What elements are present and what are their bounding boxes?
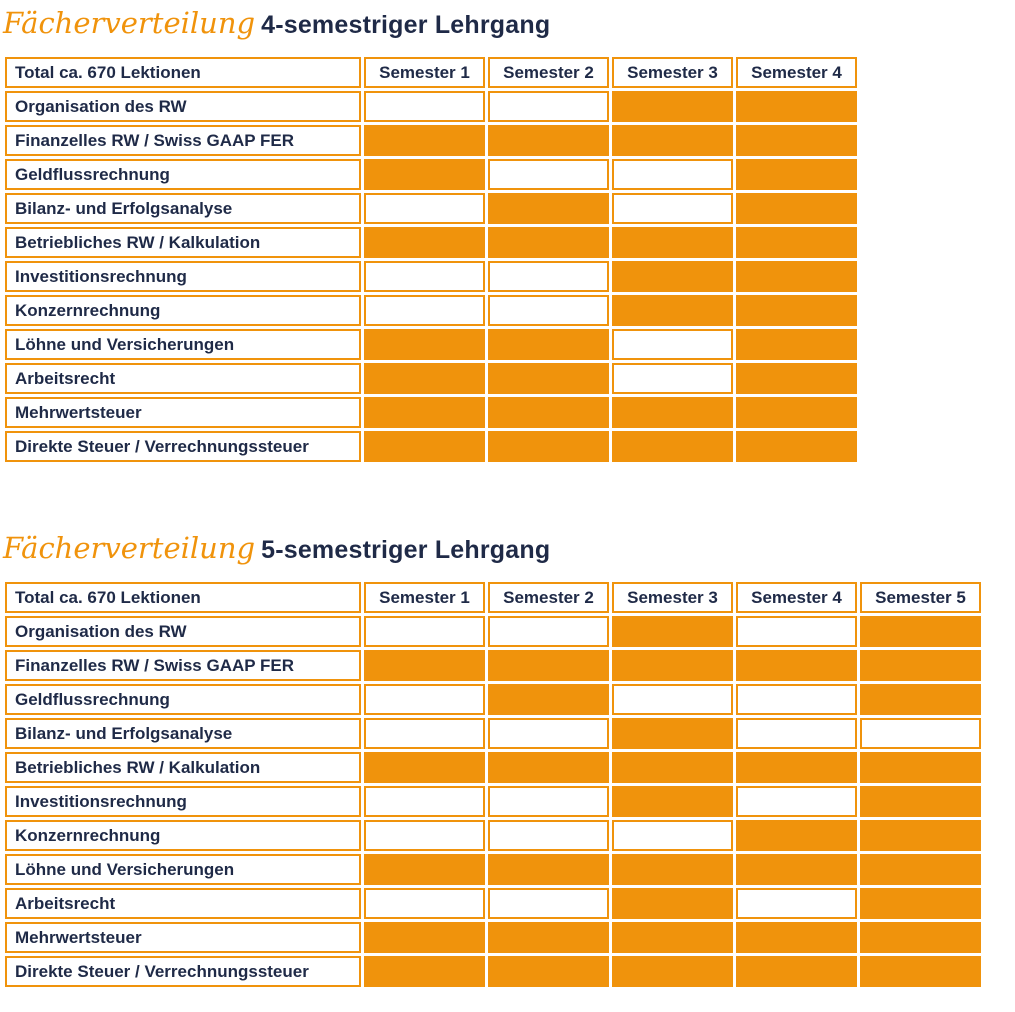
semester-2-cell-filled: [488, 431, 609, 462]
subject-row: [5, 616, 981, 647]
subject-label-cell: Löhne und Versicherungen: [5, 854, 361, 885]
semester-1-cell-empty: [364, 295, 485, 326]
semester-3-cell-filled: [612, 854, 733, 885]
header-semester-3: Semester 3: [612, 582, 733, 613]
semester-2-cell-empty: [488, 820, 609, 851]
semester-4-cell-filled: [736, 650, 857, 681]
semester-3-cell-empty: [612, 820, 733, 851]
semester-4-cell-filled: [736, 363, 857, 394]
subject-label-cell: Investitionsrechnung: [5, 261, 361, 292]
subject-label-cell: Konzernrechnung: [5, 820, 361, 851]
header-semester-5: Semester 5: [860, 582, 981, 613]
subject-label-cell: Mehrwertsteuer: [5, 397, 361, 428]
semester-1-cell-empty: [364, 786, 485, 817]
semester-2-cell-empty: [488, 91, 609, 122]
semester-4-cell-empty: [736, 684, 857, 715]
subject-label-cell: Betriebliches RW / Kalkulation: [5, 227, 361, 258]
semester-3-cell-empty: [612, 193, 733, 224]
semester-5-cell-filled: [860, 684, 981, 715]
semester-1-cell-empty: [364, 684, 485, 715]
subject-label-cell: Direkte Steuer / Verrechnungssteuer: [5, 956, 361, 987]
semester-5-cell-filled: [860, 922, 981, 953]
semester-2-cell-filled: [488, 125, 609, 156]
header-total-lektionen: Total ca. 670 Lektionen: [5, 582, 361, 613]
faecherverteilung-table-4-semester: [2, 54, 860, 465]
subject-row: [5, 227, 857, 258]
subject-row: [5, 820, 981, 851]
header-semester-2: Semester 2: [488, 582, 609, 613]
semester-1-cell-filled: [364, 159, 485, 190]
subject-row: [5, 295, 857, 326]
semester-5-cell-filled: [860, 650, 981, 681]
semester-2-cell-filled: [488, 922, 609, 953]
semester-1-cell-empty: [364, 616, 485, 647]
semester-4-cell-empty: [736, 888, 857, 919]
subject-label-cell: Organisation des RW: [5, 91, 361, 122]
semester-3-cell-filled: [612, 922, 733, 953]
semester-1-cell-filled: [364, 752, 485, 783]
semester-4-cell-filled: [736, 193, 857, 224]
semester-3-cell-filled: [612, 227, 733, 258]
subject-row: [5, 752, 981, 783]
subject-label-cell: Finanzelles RW / Swiss GAAP FER: [5, 650, 361, 681]
semester-2-cell-filled: [488, 854, 609, 885]
semester-4-cell-filled: [736, 295, 857, 326]
semester-1-cell-filled: [364, 125, 485, 156]
semester-2-cell-filled: [488, 329, 609, 360]
semester-2-cell-empty: [488, 786, 609, 817]
semester-3-cell-filled: [612, 786, 733, 817]
semester-1-cell-empty: [364, 820, 485, 851]
semester-1-cell-filled: [364, 397, 485, 428]
semester-2-cell-filled: [488, 363, 609, 394]
semester-4-cell-filled: [736, 329, 857, 360]
semester-4-cell-empty: [736, 718, 857, 749]
semester-2-cell-empty: [488, 616, 609, 647]
semester-5-cell-filled: [860, 854, 981, 885]
semester-2-cell-empty: [488, 888, 609, 919]
semester-3-cell-filled: [612, 125, 733, 156]
semester-5-cell-filled: [860, 956, 981, 987]
subject-label-cell: Konzernrechnung: [5, 295, 361, 326]
subject-label-cell: Bilanz- und Erfolgsanalyse: [5, 718, 361, 749]
semester-1-cell-empty: [364, 718, 485, 749]
semester-3-cell-empty: [612, 684, 733, 715]
semester-1-cell-empty: [364, 261, 485, 292]
page: [0, 6, 1015, 990]
semester-1-cell-filled: [364, 227, 485, 258]
semester-4-cell-filled: [736, 125, 857, 156]
semester-2-cell-filled: [488, 397, 609, 428]
subject-label-cell: Betriebliches RW / Kalkulation: [5, 752, 361, 783]
semester-3-cell-empty: [612, 159, 733, 190]
subject-row: [5, 786, 981, 817]
semester-2-cell-filled: [488, 752, 609, 783]
subject-label-cell: Arbeitsrecht: [5, 888, 361, 919]
section-title: [3, 531, 1015, 568]
semester-3-cell-filled: [612, 397, 733, 428]
header-semester-4: Semester 4: [736, 582, 857, 613]
subject-row: [5, 261, 857, 292]
semester-3-cell-empty: [612, 363, 733, 394]
semester-1-cell-filled: [364, 431, 485, 462]
subject-label-cell: Organisation des RW: [5, 616, 361, 647]
semester-4-cell-filled: [736, 956, 857, 987]
subject-label-cell: Geldflussrechnung: [5, 159, 361, 190]
subject-label-cell: Finanzelles RW / Swiss GAAP FER: [5, 125, 361, 156]
semester-3-cell-filled: [612, 752, 733, 783]
faecherverteilung-table-5-semester: [2, 579, 984, 990]
semester-4-cell-filled: [736, 159, 857, 190]
header-row: [5, 582, 981, 613]
header-row: [5, 57, 857, 88]
section-title-accent: Fächerverteilung: [3, 6, 256, 40]
semester-3-cell-filled: [612, 650, 733, 681]
subject-row: [5, 922, 981, 953]
semester-3-cell-empty: [612, 329, 733, 360]
subject-label-cell: Löhne und Versicherungen: [5, 329, 361, 360]
semester-3-cell-filled: [612, 718, 733, 749]
semester-2-cell-empty: [488, 159, 609, 190]
semester-4-cell-filled: [736, 752, 857, 783]
semester-1-cell-filled: [364, 956, 485, 987]
semester-5-cell-filled: [860, 616, 981, 647]
section-title: [3, 6, 1015, 43]
subject-label-cell: Bilanz- und Erfolgsanalyse: [5, 193, 361, 224]
semester-3-cell-filled: [612, 295, 733, 326]
semester-1-cell-filled: [364, 922, 485, 953]
subject-row: [5, 91, 857, 122]
semester-4-cell-filled: [736, 431, 857, 462]
section-title-main: 5-semestriger Lehrgang: [261, 536, 551, 564]
semester-2-cell-filled: [488, 650, 609, 681]
semester-4-cell-filled: [736, 227, 857, 258]
semester-1-cell-empty: [364, 193, 485, 224]
semester-1-cell-filled: [364, 329, 485, 360]
semester-2-cell-filled: [488, 227, 609, 258]
semester-4-cell-filled: [736, 854, 857, 885]
semester-5-cell-filled: [860, 888, 981, 919]
semester-4-cell-filled: [736, 261, 857, 292]
semester-2-cell-empty: [488, 718, 609, 749]
semester-3-cell-filled: [612, 91, 733, 122]
semester-5-cell-filled: [860, 820, 981, 851]
header-semester-3: Semester 3: [612, 57, 733, 88]
header-total-lektionen: Total ca. 670 Lektionen: [5, 57, 361, 88]
subject-row: [5, 718, 981, 749]
subject-row: [5, 125, 857, 156]
semester-1-cell-empty: [364, 888, 485, 919]
semester-4-cell-filled: [736, 91, 857, 122]
subject-row: [5, 159, 857, 190]
subject-label-cell: Mehrwertsteuer: [5, 922, 361, 953]
semester-3-cell-filled: [612, 616, 733, 647]
subject-row: [5, 888, 981, 919]
header-semester-2: Semester 2: [488, 57, 609, 88]
semester-2-cell-empty: [488, 295, 609, 326]
semester-5-cell-empty: [860, 718, 981, 749]
section-title-main: 4-semestriger Lehrgang: [261, 11, 551, 39]
semester-1-cell-empty: [364, 91, 485, 122]
section-title-accent: Fächerverteilung: [3, 531, 256, 565]
subject-row: [5, 363, 857, 394]
semester-3-cell-filled: [612, 261, 733, 292]
subject-row: [5, 431, 857, 462]
semester-2-cell-filled: [488, 193, 609, 224]
semester-1-cell-filled: [364, 363, 485, 394]
subject-row: [5, 684, 981, 715]
section-5-semester-lehrgang: [0, 531, 1015, 990]
semester-5-cell-filled: [860, 786, 981, 817]
subject-row: [5, 193, 857, 224]
section-4-semester-lehrgang: [0, 6, 1015, 465]
subject-label-cell: Direkte Steuer / Verrechnungssteuer: [5, 431, 361, 462]
header-semester-4: Semester 4: [736, 57, 857, 88]
subject-row: [5, 650, 981, 681]
semester-2-cell-filled: [488, 684, 609, 715]
semester-4-cell-filled: [736, 397, 857, 428]
semester-3-cell-filled: [612, 956, 733, 987]
semester-2-cell-empty: [488, 261, 609, 292]
subject-row: [5, 397, 857, 428]
semester-4-cell-empty: [736, 616, 857, 647]
header-semester-1: Semester 1: [364, 57, 485, 88]
subject-label-cell: Geldflussrechnung: [5, 684, 361, 715]
subject-row: [5, 854, 981, 885]
semester-2-cell-filled: [488, 956, 609, 987]
semester-1-cell-filled: [364, 854, 485, 885]
subject-row: [5, 956, 981, 987]
subject-label-cell: Investitionsrechnung: [5, 786, 361, 817]
semester-4-cell-filled: [736, 922, 857, 953]
semester-1-cell-filled: [364, 650, 485, 681]
header-semester-1: Semester 1: [364, 582, 485, 613]
semester-3-cell-filled: [612, 888, 733, 919]
subject-row: [5, 329, 857, 360]
semester-3-cell-filled: [612, 431, 733, 462]
subject-label-cell: Arbeitsrecht: [5, 363, 361, 394]
semester-4-cell-empty: [736, 786, 857, 817]
semester-5-cell-filled: [860, 752, 981, 783]
semester-4-cell-filled: [736, 820, 857, 851]
